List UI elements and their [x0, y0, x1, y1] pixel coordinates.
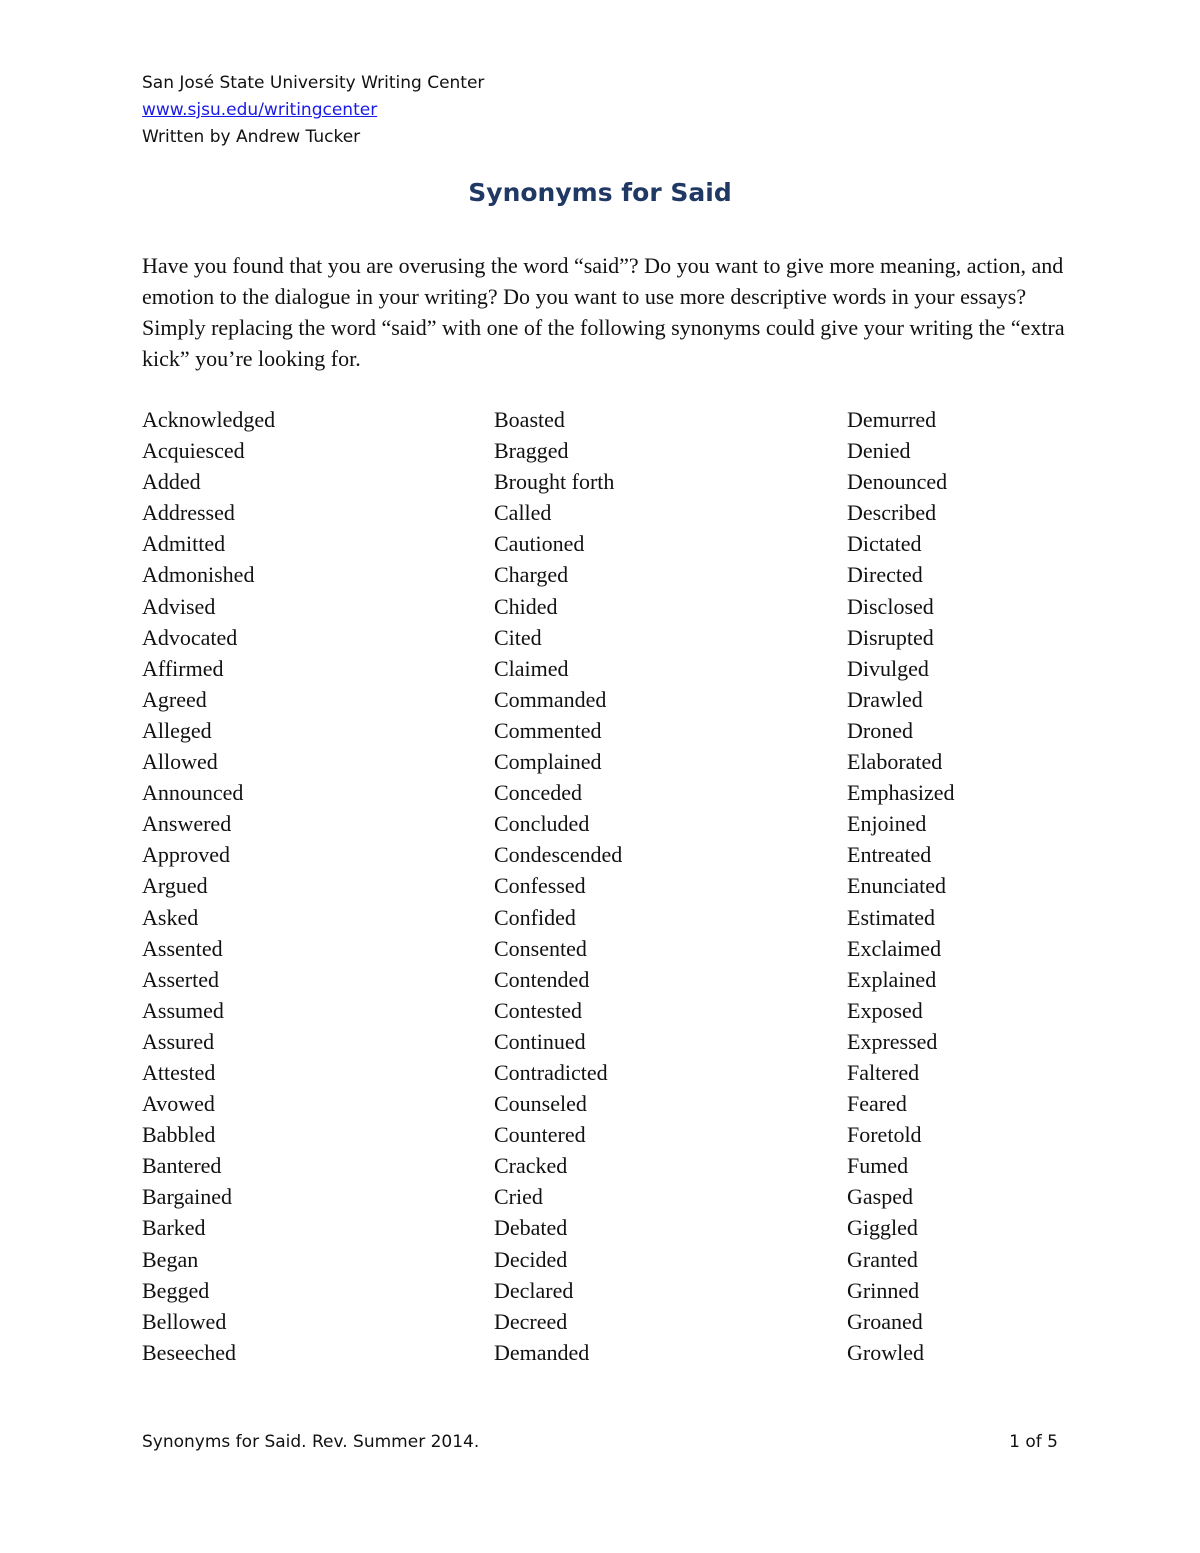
synonym-item: Denounced: [847, 469, 948, 495]
intro-paragraph: Have you found that you are overusing the word “said”? Do you want to give more meaning, action, and emotion to the dialogue in your writing? Do you want to use more descriptive words in your essays? Simply replacing the word “said” with one of the following synonyms could give your writing the “extra kick” you’re looking for.: [142, 253, 1065, 371]
synonym-item: Called: [494, 500, 552, 526]
synonym-item: Gasped: [847, 1184, 913, 1210]
synonym-item: Enjoined: [847, 811, 927, 837]
synonym-item: Bellowed: [142, 1308, 227, 1334]
synonym-item: Faltered: [847, 1059, 920, 1085]
synonym-item: Barked: [142, 1215, 206, 1241]
synonym-item: Denied: [847, 438, 911, 464]
synonym-item: Concluded: [494, 811, 590, 837]
synonym-item: Beseeched: [142, 1339, 237, 1365]
synonym-item: Drawled: [847, 686, 923, 712]
page-header: [142, 70, 484, 151]
synonym-item: Charged: [494, 562, 569, 588]
synonym-item: Bragged: [494, 438, 569, 464]
synonym-item: Fumed: [847, 1153, 909, 1179]
synonym-item: Addressed: [142, 500, 235, 526]
synonym-item: Attested: [142, 1059, 216, 1085]
synonym-item: Enunciated: [847, 873, 946, 899]
synonym-item: Agreed: [142, 686, 207, 712]
synonym-item: Acquiesced: [142, 438, 245, 464]
synonym-item: Admonished: [142, 562, 255, 588]
synonym-item: Announced: [142, 780, 244, 806]
synonym-item: Asked: [142, 904, 199, 930]
synonym-item: Contended: [494, 966, 590, 992]
synonym-item: Began: [142, 1246, 199, 1272]
synonym-column-3: [847, 404, 1177, 1368]
synonym-item: Expressed: [847, 1028, 938, 1054]
synonym-item: Argued: [142, 873, 208, 899]
synonym-item: Commented: [494, 717, 602, 743]
synonym-item: Confided: [494, 904, 576, 930]
synonym-item: Exclaimed: [847, 935, 942, 961]
synonym-item: Added: [142, 469, 201, 495]
footer-doc-reference: Synonyms for Said. Rev. Summer 2014.: [142, 1432, 480, 1452]
org-name: San José State University Writing Center: [142, 73, 485, 93]
synonym-item: Chided: [494, 593, 558, 619]
synonym-item: Disrupted: [847, 624, 934, 650]
synonym-item: Admitted: [142, 531, 226, 557]
synonym-item: Condescended: [494, 842, 623, 868]
synonym-item: Groaned: [847, 1308, 923, 1334]
synonym-item: Contested: [494, 997, 582, 1023]
synonym-item: Advised: [142, 593, 216, 619]
synonym-item: Granted: [847, 1246, 918, 1272]
synonym-item: Droned: [847, 717, 913, 743]
synonym-item: Exposed: [847, 997, 923, 1023]
synonym-item: Estimated: [847, 904, 935, 930]
synonym-item: Elaborated: [847, 749, 943, 775]
synonym-item: Declared: [494, 1277, 574, 1303]
synonym-item: Assumed: [142, 997, 224, 1023]
synonym-item: Described: [847, 500, 937, 526]
synonym-item: Confessed: [494, 873, 586, 899]
synonym-item: Divulged: [847, 655, 929, 681]
synonym-item: Giggled: [847, 1215, 918, 1241]
synonym-item: Disclosed: [847, 593, 934, 619]
synonym-item: Acknowledged: [142, 407, 276, 432]
synonym-item: Advocated: [142, 624, 238, 650]
synonym-item: Cautioned: [494, 531, 585, 557]
synonym-item: Decided: [494, 1246, 568, 1272]
synonym-item: Commanded: [494, 686, 607, 712]
synonym-item: Debated: [494, 1215, 568, 1241]
synonym-item: Directed: [847, 562, 923, 588]
synonym-item: Bargained: [142, 1184, 233, 1210]
synonym-item: Countered: [494, 1122, 586, 1148]
synonym-item: Cited: [494, 624, 542, 650]
page-number: 1 of 5: [1009, 1432, 1058, 1452]
synonym-item: Bantered: [142, 1153, 222, 1179]
synonym-item: Allowed: [142, 749, 218, 775]
synonym-item: Continued: [494, 1028, 586, 1054]
synonym-item: Answered: [142, 811, 232, 837]
synonym-item: Dictated: [847, 531, 922, 557]
synonym-item: Emphasized: [847, 780, 955, 806]
synonym-item: Growled: [847, 1339, 924, 1365]
synonym-item: Counseled: [494, 1091, 587, 1117]
synonym-item: Begged: [142, 1277, 210, 1303]
synonym-item: Babbled: [142, 1122, 216, 1148]
synonym-item: Assented: [142, 935, 223, 961]
synonym-item: Decreed: [494, 1308, 568, 1334]
synonym-item: Asserted: [142, 966, 219, 992]
synonym-item: Cried: [494, 1184, 543, 1210]
synonym-item: Consented: [494, 935, 587, 961]
synonym-item: Avowed: [142, 1091, 215, 1117]
synonym-item: Boasted: [494, 407, 565, 432]
synonym-item: Approved: [142, 842, 230, 868]
synonym-item: Assured: [142, 1028, 215, 1054]
synonym-item: Complained: [494, 749, 602, 775]
synonym-item: Brought forth: [494, 469, 615, 495]
synonym-item: Alleged: [142, 717, 212, 743]
synonym-item: Grinned: [847, 1277, 920, 1303]
author-line: Written by Andrew Tucker: [142, 127, 361, 147]
synonym-item: Conceded: [494, 780, 582, 806]
synonym-column-1: [142, 404, 472, 1368]
synonym-item: Affirmed: [142, 655, 224, 681]
synonym-item: Entreated: [847, 842, 932, 868]
synonym-item: Demurred: [847, 407, 937, 432]
synonym-list: [142, 404, 1062, 1374]
synonym-item: Foretold: [847, 1122, 922, 1148]
page-title: Synonyms for Said: [468, 178, 732, 207]
writing-center-link[interactable]: www.sjsu.edu/writingcenter: [142, 100, 378, 120]
synonym-item: Cracked: [494, 1153, 568, 1179]
synonym-item: Contradicted: [494, 1059, 608, 1085]
synonym-item: Explained: [847, 966, 937, 992]
synonym-item: Claimed: [494, 655, 569, 681]
synonym-column-2: [494, 404, 824, 1368]
synonym-item: Demanded: [494, 1339, 590, 1365]
synonym-item: Feared: [847, 1091, 907, 1117]
